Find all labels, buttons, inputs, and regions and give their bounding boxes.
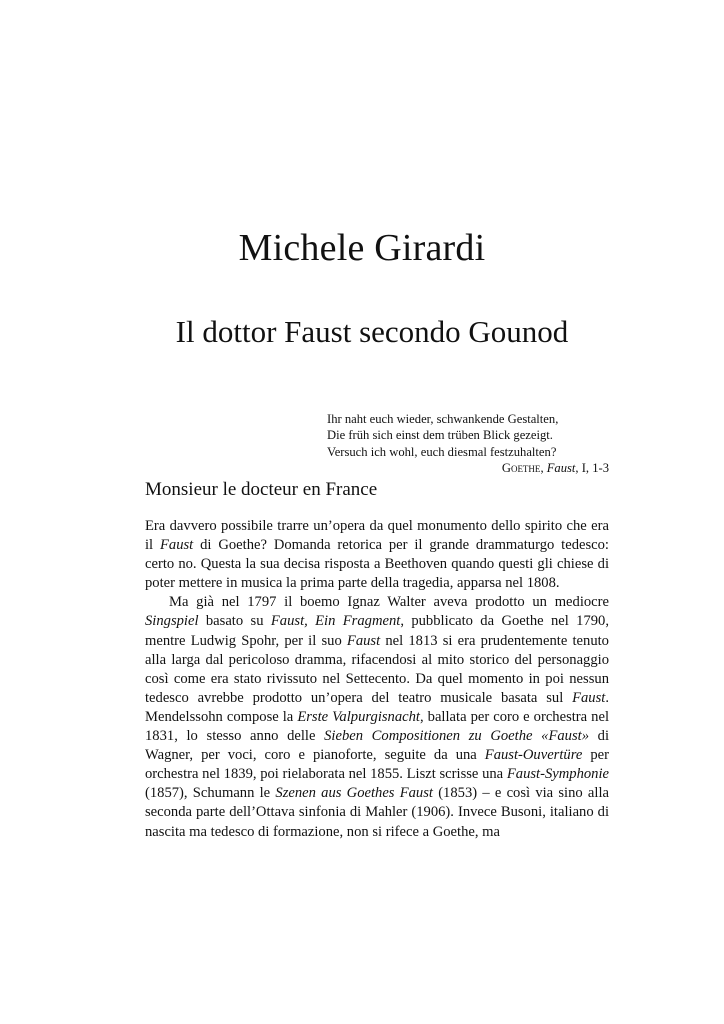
- p2-s4: Faust, Ein Fragment: [270, 613, 401, 630]
- epigraph: [327, 411, 609, 476]
- p2-s9: . Mendelssohn compose la: [145, 689, 609, 725]
- p2-s2: Singspiel: [145, 613, 199, 630]
- p2-s13: di Wagner, per voci, coro e pianoforte, seguite da una: [145, 728, 610, 764]
- p2-s10: Erste Valpurgisnacht: [297, 708, 420, 725]
- p1-text-c: di Goethe? Domanda retorica per il grande drammaturgo tedesco: certo no. Questa la sua decisa risposta a Beethoven quando questi gli chiese di poter mettere in musica la prima parte della tragedia, apparsa nel 1808.: [145, 537, 609, 592]
- p2-s18: Szenen aus Goethes Faust: [275, 785, 433, 802]
- p1-text-a: Era davvero possibile trarre un’opera da quel monumento dello spirito che era il: [145, 518, 609, 554]
- epigraph-line-2: Die früh sich einst dem trüben Blick gezeigt.: [327, 428, 553, 443]
- p2-s5: , pubblicato da Goethe nel 1790, mentre Ludwig Spohr, per il suo: [145, 613, 609, 649]
- epigraph-work: Faust: [546, 460, 576, 475]
- p2-s11: , ballata per coro e orchestra nel 1831, lo stesso anno delle: [145, 708, 609, 745]
- epigraph-reference: , I, 1-3: [575, 460, 609, 475]
- author-name: Michele Girardi: [238, 227, 486, 269]
- p2-s3: basato su: [198, 613, 271, 630]
- epigraph-line-1: Ihr naht euch wieder, schwankende Gestalten,: [327, 412, 559, 426]
- p2-s8: Faust: [572, 689, 606, 706]
- section-heading: Monsieur le docteur en France: [145, 479, 378, 500]
- epigraph-attribution: Goethe, Faust, I, 1-3: [501, 460, 609, 475]
- p2-s19: (1853) – e così via sino alla seconda parte dell’Ottava sinfonia di Mahler (1906). Invece Busoni, italiano di nascita ma tedesco di formazione, non si rifece a Goethe, ma: [145, 785, 609, 840]
- p2-s7: nel 1813 si era prudentemente tenuto alla larga dal pericoloso dramma, rifacendosi al mito storico del personaggio così come era stato rivissuto nel Settecento. Da quel momento in poi nessun tedesco avrebbe prodotto un’opera del teatro musicale basata sul: [145, 632, 609, 706]
- epigraph-line-3: Versuch ich wohl, euch diesmal festzuhalten?: [327, 444, 557, 459]
- p1-text-b: Faust: [159, 537, 194, 554]
- p2-s15: per orchestra nel 1839, poi rielaborata nel 1855. Liszt scrisse una: [145, 747, 609, 783]
- body-text: [145, 517, 609, 842]
- epigraph-author: Goethe: [501, 460, 541, 475]
- p2-s16: Faust-Symphonie: [506, 766, 609, 783]
- p2-s17: (1857), Schumann le: [145, 785, 276, 802]
- paragraph-1: [145, 517, 609, 593]
- p2-s12: Sieben Compositionen zu Goethe «Faust»: [324, 728, 589, 745]
- p2-s14: Faust-Ouvertüre: [484, 747, 583, 764]
- p2-s1: Ma già nel 1797 il boemo Ignaz Walter aveva prodotto un mediocre: [169, 594, 609, 611]
- paragraph-2: [145, 593, 609, 841]
- chapter-title: Il dottor Faust secondo Gounod: [175, 314, 569, 349]
- p2-s6: Faust: [346, 632, 381, 649]
